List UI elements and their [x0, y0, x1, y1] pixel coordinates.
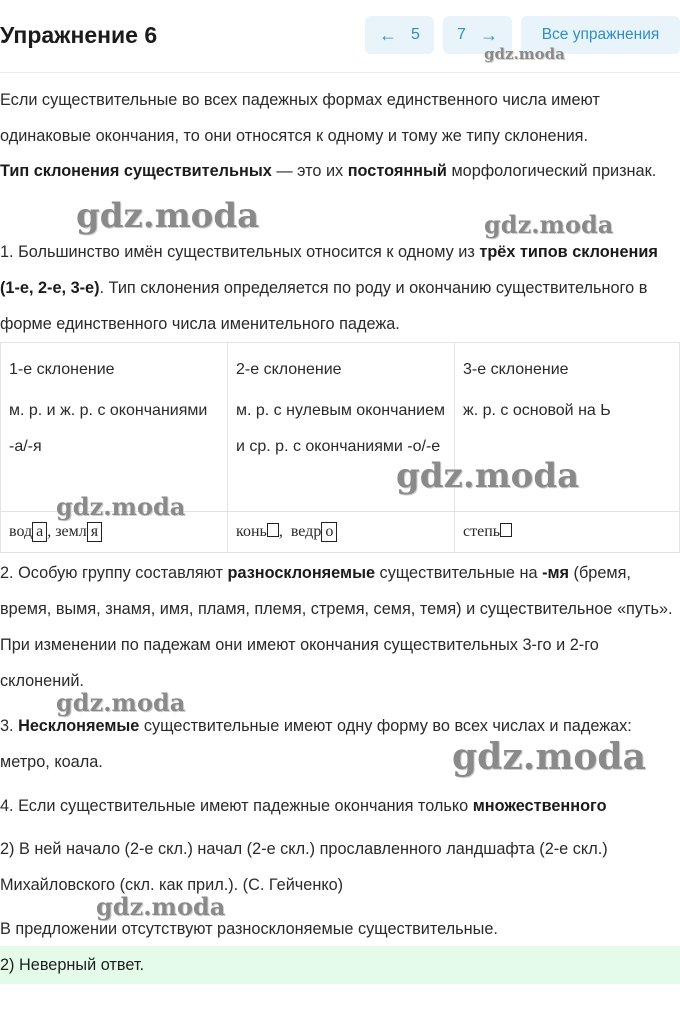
def-mid: — это их — [271, 162, 348, 180]
page-title: Упражнение 6 — [0, 22, 158, 48]
example-word: ведр — [290, 523, 322, 540]
watermark: gdz.moda — [484, 45, 565, 63]
def-end: морфологический признак. — [446, 162, 657, 180]
next-exercise-label: 7 — [457, 26, 466, 43]
p4-bold: множественного — [472, 797, 607, 815]
separator: , — [47, 523, 52, 540]
paragraph-2 — [0, 555, 680, 699]
example-word: конь — [236, 523, 267, 540]
table-header-2: 2-е склонение — [236, 361, 342, 378]
p2-bold: разносклоняемые — [227, 564, 376, 582]
table-cell-1 — [1, 343, 228, 512]
watermark: gdz.moda — [96, 892, 226, 921]
watermark: gdz.moda — [484, 210, 614, 239]
table-desc-2: м. р. с нулевым окончанием и ср. р. с окончаниями -о/-е — [236, 402, 446, 455]
ending-box: а — [32, 522, 47, 542]
empty-ending-box — [267, 523, 279, 537]
p1-bold: трёх типов склонения (1-е, 2-е, 3-е) — [0, 243, 658, 297]
p2-bold2: -мя — [542, 564, 570, 582]
empty-ending-box — [500, 523, 512, 537]
watermark: gdz.moda — [396, 456, 580, 496]
arrow-right-icon: → — [479, 24, 498, 45]
table-header-1: 1-е склонение — [9, 361, 115, 378]
prev-exercise-button[interactable] — [365, 16, 434, 54]
p2-end: (бремя, время, вымя, знамя, имя, пламя, племя, стремя, семя, темя) и существительное «путь». При изменении по падежам они имеют окончания существительных 3-го и 2-го склонений. — [0, 564, 673, 690]
intro-paragraph: Если существительные во всех падежных формах единственного числа имеют одинаковые окончания, то они относятся к одному и тому же типу склонения. — [0, 91, 600, 145]
watermark: gdz.moda — [452, 736, 646, 778]
p1-start: 1. Большинство имён существительных относится к одному из — [0, 243, 480, 261]
p2-mid: существительные на — [375, 564, 543, 582]
examples-3 — [455, 512, 680, 553]
note-paragraph: В предложении отсутствуют разносклоняемые существительные. — [0, 920, 498, 938]
ending-box: я — [87, 522, 102, 542]
example-word: земл — [55, 523, 87, 540]
table-header-3: 3-е склонение — [463, 361, 569, 378]
def-term: Тип склонения существительных — [0, 162, 272, 180]
p1-end: . Тип склонения определяется по роду и окончанию существительного в форме единственного числа именительного падежа. — [0, 279, 648, 333]
prev-exercise-label: 5 — [411, 26, 420, 43]
verdict-banner: 2) Неверный ответ. — [0, 946, 680, 984]
p2-start: 2. Особую группу составляют — [0, 564, 228, 582]
arrow-left-icon: ← — [379, 24, 398, 45]
answer-sentence: 2) В ней начало (2-е скл.) начал (2-е скл.) прославленного ландшафта (2-е скл.) Михайловского (скл. как прил.). (С. Гейченко) — [0, 840, 608, 894]
p3-bold: Несклоняемые — [18, 717, 140, 735]
watermark: gdz.moda — [56, 688, 186, 717]
declension-table — [0, 342, 680, 553]
ending-box: о — [321, 522, 337, 542]
p3-end: существительные имеют одну форму во всех числах и падежах: метро, коала. — [0, 717, 632, 771]
table-desc-3: ж. р. с основой на Ь — [463, 402, 611, 419]
definition-paragraph — [0, 153, 680, 189]
p3-start: 3. — [0, 717, 19, 735]
all-exercises-button[interactable]: Все упражнения — [521, 16, 680, 54]
example-word: степь — [463, 523, 501, 540]
watermark: gdz.moda — [56, 492, 186, 521]
watermark: gdz.moda — [76, 196, 260, 236]
examples-2 — [228, 512, 455, 553]
example-word: вод — [9, 523, 33, 540]
paragraph-4 — [0, 788, 680, 824]
table-desc-1: м. р. и ж. р. с окончаниями -а/-я — [9, 402, 208, 455]
paragraph-1 — [0, 234, 680, 342]
p4-start: 4. Если существительные имеют падежные окончания только — [0, 797, 473, 815]
separator: , — [278, 523, 283, 540]
def-bold: постоянный — [347, 162, 447, 180]
header — [0, 0, 680, 73]
